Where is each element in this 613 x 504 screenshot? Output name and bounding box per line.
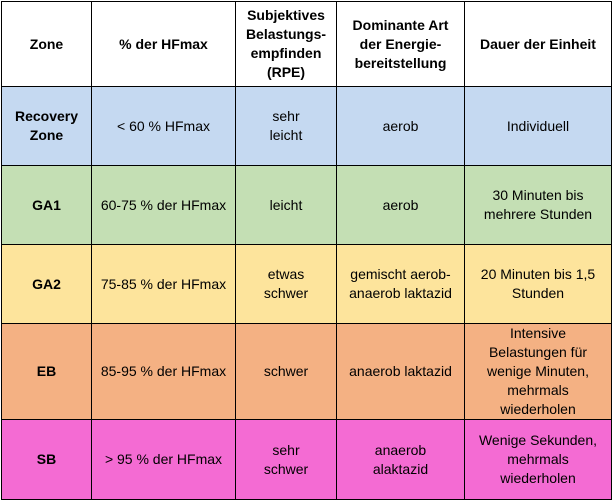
table-row-sb [2, 420, 612, 500]
zone-cell: EB [2, 324, 92, 420]
duration-cell: Wenige Sekunden, mehrmals wiederholen [465, 420, 612, 500]
zone-cell: GA2 [2, 245, 92, 324]
hfmax-cell: 75-85 % der HFmax [92, 245, 236, 324]
header-energy: Dominante Art der Energie- bereitstellung [337, 2, 465, 87]
energy-cell: aerob [337, 166, 465, 245]
rpe-cell: etwas schwer [236, 245, 337, 324]
zone-cell: SB [2, 420, 92, 500]
table-row-eb [2, 324, 612, 420]
header-duration: Dauer der Einheit [465, 2, 612, 87]
hfmax-cell: > 95 % der HFmax [92, 420, 236, 500]
table-row-recovery [2, 87, 612, 166]
header-hfmax: % der HFmax [92, 2, 236, 87]
duration-cell: Intensive Belastungen für wenige Minuten, mehrmals wiederholen [465, 324, 612, 420]
zone-cell: GA1 [2, 166, 92, 245]
hfmax-cell: 60-75 % der HFmax [92, 166, 236, 245]
duration-cell: 30 Minuten bis mehrere Stunden [465, 166, 612, 245]
header-rpe: Subjektives Belastungs- empfinden (RPE) [236, 2, 337, 87]
rpe-cell: sehr schwer [236, 420, 337, 500]
energy-cell: anaerob alaktazid [337, 420, 465, 500]
duration-cell: 20 Minuten bis 1,5 Stunden [465, 245, 612, 324]
hfmax-cell: < 60 % HFmax [92, 87, 236, 166]
training-zones-table [1, 1, 612, 500]
rpe-cell: leicht [236, 166, 337, 245]
rpe-cell: schwer [236, 324, 337, 420]
duration-cell: Individuell [465, 87, 612, 166]
header-row [2, 2, 612, 87]
energy-cell: gemischt aerob- anaerob laktazid [337, 245, 465, 324]
energy-cell: aerob [337, 87, 465, 166]
zone-cell: Recovery Zone [2, 87, 92, 166]
header-zone: Zone [2, 2, 92, 87]
hfmax-cell: 85-95 % der HFmax [92, 324, 236, 420]
energy-cell: anaerob laktazid [337, 324, 465, 420]
table-row-ga2 [2, 245, 612, 324]
table-row-ga1 [2, 166, 612, 245]
rpe-cell: sehr leicht [236, 87, 337, 166]
